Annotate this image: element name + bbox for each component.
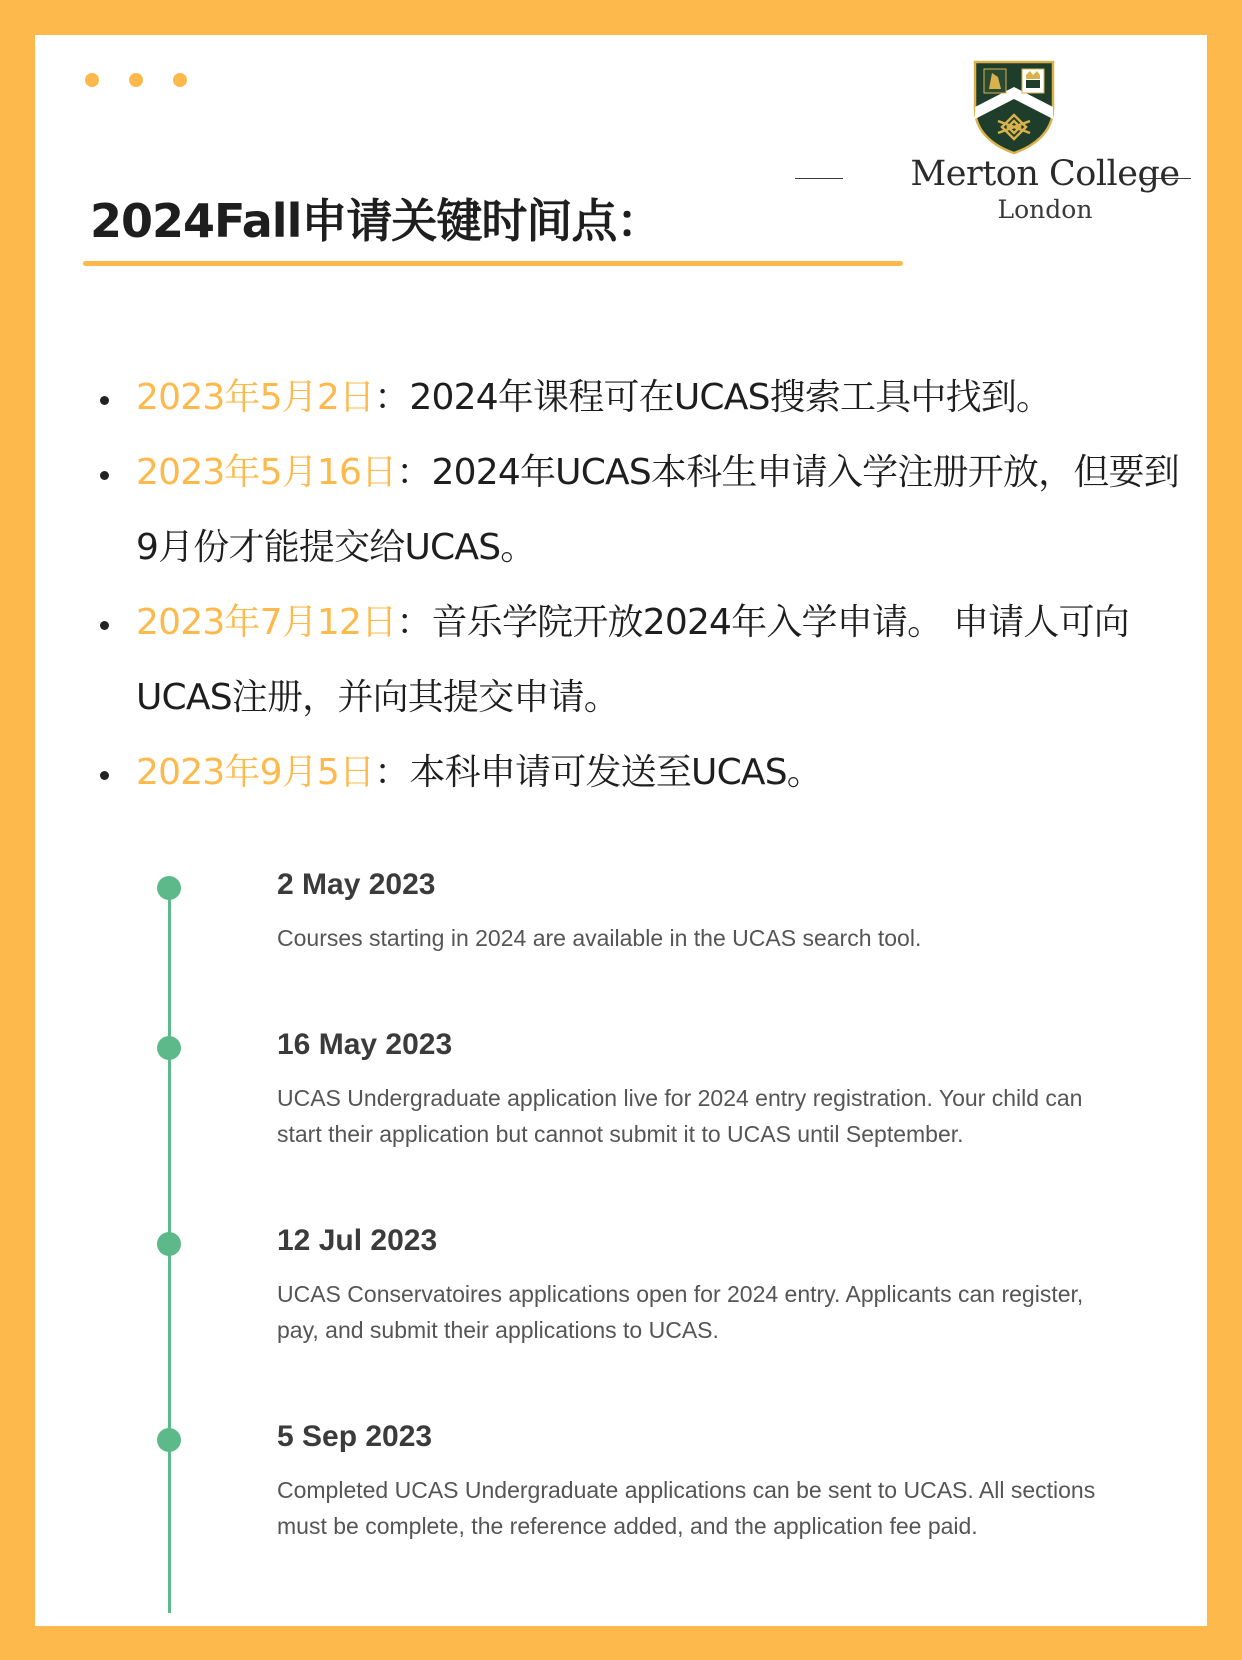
bullet-date: 2023年5月16日 (136, 452, 397, 493)
timeline-date: 16 May 2023 (277, 1028, 453, 1061)
timeline-date: 12 Jul 2023 (277, 1224, 438, 1257)
bullet-icon (100, 621, 109, 630)
bullet-text (136, 360, 1200, 435)
bullet-description: ：本科申请可发送至UCAS。 (374, 752, 822, 793)
dot-icon (129, 73, 143, 87)
timeline-node-icon (157, 1232, 181, 1256)
timeline-description: Completed UCAS Undergraduate applications can be sent to UCAS. All sections must be complete, the reference added, and the application fee paid. (277, 1477, 1096, 1539)
bullet-description: ：2024年UCAS本科生申请入学注册开放，但要到9月份才能提交给UCAS。 (136, 452, 1179, 568)
key-dates-list (100, 360, 1200, 810)
bullet-date: 2023年7月12日 (136, 602, 397, 643)
timeline-date: 5 Sep 2023 (277, 1420, 433, 1453)
timeline-description: UCAS Undergraduate application live for 2024 entry registration. Your child can start their application but cannot submit it to UCAS until September. (277, 1085, 1083, 1147)
bullet-date: 2023年9月5日 (136, 752, 375, 793)
timeline-date: 2 May 2023 (277, 868, 436, 901)
bullet-icon (100, 471, 109, 480)
timeline-description: UCAS Conservatoires applications open for 2024 entry. Applicants can register, pay, and submit their applications to UCAS. (277, 1281, 1084, 1343)
bullet-text (136, 435, 1200, 585)
bullet-text (136, 585, 1200, 735)
bullet-description: ：2024年课程可在UCAS搜索工具中找到。 (374, 377, 1052, 418)
timeline-description: Courses starting in 2024 are available in the UCAS search tool. (277, 925, 922, 951)
timeline-node-icon (157, 1036, 181, 1060)
timeline-node-icon (157, 876, 181, 900)
bullet-text (136, 735, 1200, 810)
title-underline (83, 261, 903, 266)
college-city: London (997, 195, 1093, 224)
page-title: 2024Fall申请关键时间点： (90, 194, 662, 248)
logo-divider (795, 178, 843, 179)
bullet-icon (100, 396, 109, 405)
content-card (35, 35, 1207, 1626)
list-item (100, 735, 1200, 810)
timeline-node-icon (157, 1428, 181, 1452)
list-item (100, 435, 1200, 585)
college-name: Merton College (910, 154, 1180, 194)
list-item (100, 360, 1200, 435)
list-item (100, 585, 1200, 735)
dot-icon (173, 73, 187, 87)
bullet-description: ：音乐学院开放2024年入学申请。 申请人可向UCAS注册，并向其提交申请。 (136, 602, 1130, 718)
bullet-icon (100, 771, 109, 780)
college-crest-icon (972, 59, 1056, 155)
bullet-date: 2023年5月2日 (136, 377, 375, 418)
dot-icon (85, 73, 99, 87)
